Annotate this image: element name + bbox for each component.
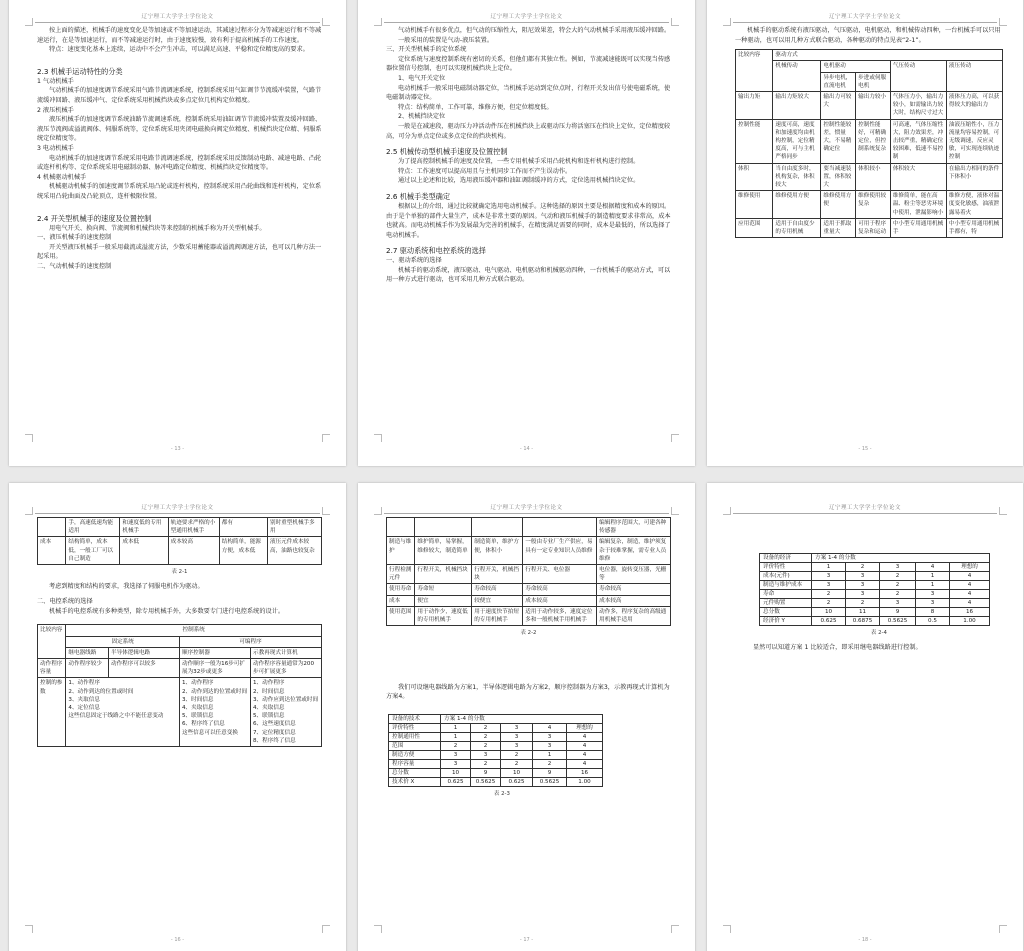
paragraph: 机械手的驱动系统，液压驱动、电气驱动、电机驱动和机械驱动四种，一台机械手的驱动方式，可以用一种方式进行驱动，也可采用几种方式联合驱动。 xyxy=(386,266,671,284)
paragraph: 液压机械手的加速度调节系统油路节流调速系统，控制系统采用油缸调节节流缓冲装置及缓冲回路、液压节流阀或溢流阀体、伺服系统等，定位系统采用夹闭电磁换向阀定位精度、机械挡块定位精、伺服系统定位精度等。 xyxy=(37,116,322,143)
table-row xyxy=(760,617,990,626)
table-row xyxy=(736,191,1003,219)
control-system-table xyxy=(37,624,322,747)
paragraph: 一般采用的装置是气动-液压装置。 xyxy=(398,36,494,44)
table-cell xyxy=(415,518,472,537)
table-row xyxy=(389,769,603,778)
table-cell: 3 xyxy=(812,581,846,590)
page-number: - 15 - xyxy=(858,446,872,452)
table-cell: 2 xyxy=(501,760,533,769)
table-row xyxy=(760,590,990,599)
page-body xyxy=(386,26,671,285)
table-cell: 3 xyxy=(880,599,916,608)
table-cell: 液体压力高，可以获得较大的输出力 xyxy=(946,92,1002,120)
table-cell: 3 xyxy=(533,733,567,742)
paragraph: 机械手的电控系统有多种类型，除专用机械手外，大多数要专门进行电控系统的设计。 xyxy=(49,607,285,615)
table-cell: 比较内容 xyxy=(736,50,773,92)
page-body xyxy=(37,26,322,271)
paragraph: 电动机械手的加速度调节系统采用电路节流调速系统，控制系统采用反馈制动电路、减速电路、凸轮或连杆机构等、定位系统采用电磁制动器、脉冲电路定位精度、机械挡块定位精度等。 xyxy=(37,154,322,172)
table-row xyxy=(736,92,1003,120)
table-cell: 较便宜 xyxy=(472,595,523,606)
page-header: 辽宁理工大学学士学位论文 xyxy=(35,12,320,23)
table-row xyxy=(736,218,1003,237)
table-row xyxy=(387,595,671,606)
table-cell: 0.625 xyxy=(812,617,846,626)
table-cell: 行程检测元件 xyxy=(387,565,415,584)
table-cell: 控制性能较差，惯量大，不易精确定位 xyxy=(821,119,856,163)
table-cell: 寿命较高 xyxy=(472,584,523,595)
page-header: 辽宁理工大学学士学位论文 xyxy=(35,503,320,514)
table-cell: 2 xyxy=(471,733,501,742)
table-cell: 0.5625 xyxy=(471,778,501,787)
table-cell: 经济价 Y xyxy=(760,617,812,626)
table-cell: 2 xyxy=(441,742,471,751)
subheading: 4 机械驱动机械手 xyxy=(37,173,87,181)
paragraph: 定位系统与速度控制系统有密切的关系，但他们都有其独立性。例如，节流减速能既可以实现当传感器位置信号控制，也可以实现机械挡块上定位。 xyxy=(386,55,671,73)
table-cell: 速度可高，速度和加速度均由机构控制，定位精度高，可与主机严格同步 xyxy=(773,119,821,163)
table-cell: 顺序控制器 xyxy=(179,647,250,658)
page-number: - 17 - xyxy=(519,937,534,943)
page-body xyxy=(37,517,322,747)
subheading: 三、开关型机械手的定位系统 xyxy=(386,46,467,54)
table-cell: 编辑复杂，制造，维护须复杂于较难掌握，需专业人员维修 xyxy=(597,537,671,565)
table-cell: 比较内容 xyxy=(38,625,66,659)
table-caption: 表 2-1 xyxy=(171,569,188,576)
paragraph: 我们可设继电器线路为方案1，半导体逻辑电路为方案2，顺序控制器为方案3，示教再现式计算机为方案4。 xyxy=(386,683,670,701)
table-cell: 评价特性 xyxy=(389,724,441,733)
table-cell: 0.5625 xyxy=(533,778,567,787)
table-cell: 维修方便，液体对温度变化敏感，油液泄露易着火 xyxy=(946,191,1002,219)
table-cell: 油液压缩性小，压力流量均容易控制，可无级调速，反应灵敏，可实现连续轨迹控制 xyxy=(946,119,1002,163)
table-row xyxy=(387,584,671,595)
table-cell: 当自由度多时，机构复杂，体积较大 xyxy=(773,163,821,191)
control-system-table-continued xyxy=(386,517,671,626)
table-cell: 评价特性 xyxy=(760,563,812,572)
table-row xyxy=(760,554,990,563)
table-cell: 中小型专用通用机械手都有，特 xyxy=(946,218,1002,237)
paragraph: 开关型液压机械手一般采用截流或溢流方法，少数采用蓄能器或溢流阀调速方法，也可以几种方法一起采用。 xyxy=(37,243,322,261)
table-cell: 16 xyxy=(950,608,990,617)
table-cell: 寿命较高 xyxy=(597,584,671,595)
table-cell: 和速度低的专用机械手 xyxy=(120,518,168,537)
table-cell: 2 xyxy=(533,760,567,769)
page-16 xyxy=(9,483,346,951)
table-cell: 输出力矩较大 xyxy=(773,92,821,120)
drive-comparison-table-continued xyxy=(37,517,322,565)
table-cell: 2 xyxy=(846,563,880,572)
table-cell: 输出力矩 xyxy=(736,92,773,120)
paragraph: 显然可以知道方案 1 比较适合，即采用继电器线路进行控制。 xyxy=(753,643,922,651)
table-cell: 8 xyxy=(916,608,950,617)
table-cell: 程序容量 xyxy=(389,760,441,769)
paragraph: 根据以上的介绍，通过比较就确定选用电动机械手。这种选择的原因主要是根据精度和成本的原因。由于是个单独的部件大量生产，成本是非常主要的原因。气动和液压机械手的制造精度要求非常高，成本也就高。而电动机械手作为发展最为完善的机械手，在精度满足需要的同时，成本是最低的，所以选择了电动机械手。 xyxy=(386,202,671,239)
paragraph: 考虑到精度和结构的要求，我选择了伺服电机作为驱动。 xyxy=(49,582,204,590)
table-cell: 制造方便 xyxy=(389,751,441,760)
table-cell xyxy=(472,518,523,537)
table-cell: 体积 xyxy=(736,163,773,191)
table-cell: 寿命短 xyxy=(415,584,472,595)
table-cell: 总分数 xyxy=(760,608,812,617)
table-cell: 维修使用方便 xyxy=(773,191,821,219)
table-cell: 控制系统 xyxy=(66,625,322,636)
table-row xyxy=(389,751,603,760)
table-row xyxy=(38,659,322,678)
table-cell: 设备的技术 xyxy=(389,715,441,724)
table-cell: 结构简单，能源方便，成本低 xyxy=(219,537,267,565)
table-cell: 10 xyxy=(501,769,533,778)
table-cell: 液压传动 xyxy=(946,61,1002,92)
table-cell: 方案 1-4 的分数 xyxy=(441,715,603,724)
table-cell: 动作顺序一般为16步可扩展为32步或更多 xyxy=(179,659,250,678)
table-cell: 轨迹要求严格的小型通用机械手 xyxy=(168,518,219,537)
table-cell: 体积较大 xyxy=(890,163,946,191)
table-row xyxy=(38,518,322,537)
table-cell: 9 xyxy=(471,769,501,778)
table-cell: 3 xyxy=(846,581,880,590)
table-cell: 行程开关，机械挡块 xyxy=(472,565,523,584)
subheading: 一、驱动系统的选择 xyxy=(386,257,442,265)
table-cell: 便宜 xyxy=(415,595,472,606)
table-cell: 设备的经济 xyxy=(760,554,812,563)
table-cell: 3 xyxy=(501,742,533,751)
paragraph: 2、机械挡块定位 xyxy=(398,113,446,121)
table-cell: 4 xyxy=(950,590,990,599)
paragraph: 气动机械手有很多优点，但气动的压缩性大，阻尼效果差，特会大的气动机械手采用液压缓冲回路。 xyxy=(398,27,671,34)
table-cell: 1 xyxy=(916,572,950,581)
section-heading: 2.3 机械手运动特性的分类 xyxy=(37,66,123,76)
page-body xyxy=(735,553,999,652)
table-cell: 使用范围 xyxy=(387,606,415,625)
table-cell: 维修使用 xyxy=(736,191,773,219)
table-cell: 2 xyxy=(812,590,846,599)
table-cell: 动作程序容量通常为200步可扩展更多 xyxy=(250,659,321,678)
table-cell: 可编程序 xyxy=(179,636,321,647)
table-cell: 理想的 xyxy=(567,724,603,733)
table-cell: 10 xyxy=(812,608,846,617)
page-header: 辽宁理工大学学士学位论文 xyxy=(384,503,669,514)
page-13 xyxy=(9,0,346,466)
table-cell: 输出力较小 xyxy=(856,92,891,120)
subheading: 二、气动机械手的速度控制 xyxy=(37,262,112,270)
paragraph: 机械驱动机械手的加速度调节系统采用凸轮或连杆机构，控制系统采用凸轮曲线和连杆机构，定位系统采用凸轮曲面及凸轮顶点，连杆极限位置。 xyxy=(37,183,322,200)
table-row xyxy=(389,742,603,751)
table-cell: 体积较小 xyxy=(856,163,891,191)
table-cell: 2 xyxy=(471,724,501,733)
table-cell: 适用于自由度少的专用机械 xyxy=(773,218,821,237)
table-cell: 成本较高 xyxy=(523,595,597,606)
table-cell: 9 xyxy=(533,769,567,778)
paragraph: 按上面的描述，机械手的速度变化是等加速或不等加速运动，其减速过程亦分为等减速运行和不等减速运行，在是等加速运行，而不等减速运行时，由于速度较慢，效有利于提高机械手的工作速度。 xyxy=(37,27,322,44)
table-cell: 3 xyxy=(501,733,533,742)
table-row xyxy=(760,572,990,581)
table-row xyxy=(389,715,603,724)
table-cell: 维修使用较复杂 xyxy=(856,191,891,219)
table-cell: 可用于程序复杂和运动 xyxy=(856,218,891,237)
table-cell: 在输出力相同的条件下体积小 xyxy=(946,163,1002,191)
table-cell: 3 xyxy=(471,751,501,760)
section-heading: 2.4 开关型机械手的速度及位置控制 xyxy=(37,213,152,223)
page-header: 辽宁理工大学学士学位论文 xyxy=(733,503,997,514)
table-cell: 4 xyxy=(916,563,950,572)
table-cell: 1 xyxy=(533,751,567,760)
table-row xyxy=(387,565,671,584)
table-cell: 4 xyxy=(950,599,990,608)
table-cell: 行程开关，机械挡块 xyxy=(415,565,472,584)
table-cell: 应用范围 xyxy=(736,218,773,237)
table-cell: 3 xyxy=(880,563,916,572)
table-cell xyxy=(387,518,415,537)
paragraph: 电动机械手一般采用电磁制动器定位，当机械手运动到定位点时，行程开关发出信号使电磁系统，使电磁制动器定位。 xyxy=(386,84,671,102)
table-cell: 制造简单，维护方便，体积小 xyxy=(472,537,523,565)
table-cell: 液压元件成本较高，油路也较复杂 xyxy=(267,537,321,565)
table-cell: 编辑程序范围大，可建各种传感器 xyxy=(597,518,671,537)
page-header: 辽宁理工大学学士学位论文 xyxy=(733,12,997,23)
table-cell: 使用寿命 xyxy=(387,584,415,595)
table-cell: 成本低 xyxy=(120,537,168,565)
table-cell: 适用于抓取重量大 xyxy=(821,218,856,237)
table-cell: 步进或伺服电机 xyxy=(856,72,891,91)
table-cell: 0.6875 xyxy=(846,617,880,626)
subheading: 2 液压机械手 xyxy=(37,106,74,114)
table-cell: 输出力可较大 xyxy=(821,92,856,120)
table-cell xyxy=(38,518,66,537)
table-cell: 2 xyxy=(471,742,501,751)
table-cell: 维修使用方便 xyxy=(821,191,856,219)
table-cell: 11 xyxy=(846,608,880,617)
table-cell: 总分数 xyxy=(389,769,441,778)
table-cell: 2 xyxy=(501,751,533,760)
table-cell: 2 xyxy=(880,572,916,581)
section-heading: 2.7 驱动系统和电控系统的选择 xyxy=(386,246,486,256)
table-cell: 0.625 xyxy=(501,778,533,787)
table-cell: 1、动作程序 2、动作到达的位置或时间 3、夹取信息 4、定位信息 这些信息固定于线路之中不能任意变动 xyxy=(66,678,180,747)
table-cell: 2 xyxy=(880,581,916,590)
table-cell: 4 xyxy=(950,581,990,590)
page-18 xyxy=(707,483,1023,951)
table-cell: 动作程序容量 xyxy=(38,659,66,678)
drive-comparison-table xyxy=(735,49,1003,238)
paragraph: 一般是在减速段，驱动压力冲活动件压在机械挡块上或驱动压力将活塞压在挡块上定位，定位精度较高，可分为单点定位或多点定位的挡块机构。 xyxy=(386,122,671,140)
subheading: 1 气动机械手 xyxy=(37,77,74,85)
table-cell: 控制通用性 xyxy=(389,733,441,742)
table-cell: 结构简单，成本低，一般工厂可以自己制造 xyxy=(66,537,120,565)
table-cell: 动作多，程序复杂的高级通用机械手适用 xyxy=(597,606,671,625)
table-cell: 要当减速装置，体积较大 xyxy=(821,163,856,191)
table-cell: 3 xyxy=(846,572,880,581)
page-number: - 14 - xyxy=(519,446,534,452)
table-row xyxy=(387,537,671,565)
table-row xyxy=(389,778,603,787)
table-cell: 技术价 X xyxy=(389,778,441,787)
table-cell: 9 xyxy=(880,608,916,617)
table-cell: 理想的 xyxy=(950,563,990,572)
table-cell: 3 xyxy=(812,572,846,581)
page-header: 辽宁理工大学学士学位论文 xyxy=(384,12,669,23)
paragraph: 通过以上论述和比较，选用液压缓冲器和油缸调制缓冲的方式，定位选用机械挡块定位。 xyxy=(398,177,640,185)
table-cell: 3 xyxy=(916,599,950,608)
table-cell xyxy=(523,518,597,537)
paragraph: 为了提高控制机械手的速度及位置，一些专用机械手采用凸轮机构和连杆机构进行控制。 xyxy=(398,158,640,166)
table-cell: 电机驱动 xyxy=(821,61,890,72)
subheading: 二、电控系统的选择 xyxy=(37,598,93,606)
paragraph: 气动机械手的加速度调节系统采用气路节流调速系统，控制系统采用气缸调节节流缓冲装置，气路节流缓冲回路、液压缓冲气、定位系统采用机械挡块或多点定位几机构定位精度。 xyxy=(37,87,322,104)
table-caption: 表 2-3 xyxy=(494,791,510,798)
table-row xyxy=(387,606,671,625)
table-row xyxy=(760,608,990,617)
table-cell: 0.5625 xyxy=(880,617,916,626)
table-cell: 手，高速低速均能适用 xyxy=(66,518,120,537)
table-cell: 寿命 xyxy=(760,590,812,599)
section-heading: 2.5 机械传动型机械手速度及位置控制 xyxy=(386,147,508,157)
subheading: 3 电动机械手 xyxy=(37,144,74,152)
table-cell: 控制性能 xyxy=(736,119,773,163)
table-cell: 2 xyxy=(471,760,501,769)
table-cell: 3 xyxy=(916,590,950,599)
table-cell: 2 xyxy=(880,590,916,599)
table-row xyxy=(387,518,671,537)
page-body xyxy=(735,26,1003,238)
table-cell: 3 xyxy=(501,724,533,733)
table-cell: 行程开关、电位器 xyxy=(523,565,597,584)
table-cell: 2 xyxy=(846,599,880,608)
table-row xyxy=(38,678,322,747)
table-cell: 都有 xyxy=(219,518,267,537)
table-cell: 寿命较高 xyxy=(523,584,597,595)
table-cell: 1 xyxy=(441,733,471,742)
subheading: 一、液压机械手的速度控制 xyxy=(37,234,112,242)
table-cell: 气压传动 xyxy=(890,61,946,92)
section-heading: 2.6 机械手类型确定 xyxy=(386,191,451,201)
table-cell: 10 xyxy=(441,769,471,778)
table-row xyxy=(389,760,603,769)
table-row xyxy=(389,724,603,733)
table-cell: 16 xyxy=(567,769,603,778)
table-cell: 继电器线路 xyxy=(66,647,109,658)
table-cell: 1 xyxy=(916,581,950,590)
table-cell: 4 xyxy=(950,572,990,581)
table-cell: 一般由专业厂生产供应，易具有一定专业知识人员维修 xyxy=(523,537,597,565)
table-cell: 制造与维护 xyxy=(387,537,415,565)
paragraph: 特点：结构简单，工作可靠，维修方便，但定位精度低。 xyxy=(398,103,553,111)
table-cell: 可高速，气体压缩性大，阻力效果差，冲击较严重，精确定位较困难，低速不易控制 xyxy=(890,119,946,163)
technical-score-table xyxy=(388,714,603,787)
table-cell: 维护简单，易掌握，维修较大，制造简单 xyxy=(415,537,472,565)
table-cell: 4 xyxy=(567,733,603,742)
table-cell: 成本(元件) xyxy=(760,572,812,581)
table-cell: 机械传动 xyxy=(773,61,821,92)
table-cell: 3 xyxy=(533,742,567,751)
table-cell: 0.5 xyxy=(916,617,950,626)
table-cell: 用于速度快节拍短的专用机械手 xyxy=(472,606,523,625)
table-row xyxy=(760,563,990,572)
page-14 xyxy=(358,0,695,466)
table-cell: 1 xyxy=(441,724,471,733)
page-number: - 16 - xyxy=(170,937,185,943)
table-row xyxy=(760,599,990,608)
table-caption: 表 2-4 xyxy=(871,630,887,636)
table-cell: 1.00 xyxy=(567,778,603,787)
paragraph: 用电气开关、换向阀、节流阀和机械挡块等来控制的机械手称为开关型机械手。 xyxy=(49,224,266,232)
table-cell: 1.00 xyxy=(950,617,990,626)
table-cell: 半导体逻辑电路 xyxy=(108,647,179,658)
table-cell: 中小型专用通用机械手 xyxy=(890,218,946,237)
table-cell: 成本较高 xyxy=(168,537,219,565)
table-cell: 成本 xyxy=(387,595,415,606)
table-cell: 3 xyxy=(441,751,471,760)
table-row xyxy=(736,119,1003,163)
table-caption: 表 2-2 xyxy=(520,630,537,637)
paragraph: 特点：速度变化基本上连续，运动中不会产生冲击，可以满足高速、平稳和定位精度高的要求。 xyxy=(49,46,309,54)
table-cell: 控制的参数 xyxy=(38,678,66,747)
table-cell: 4 xyxy=(533,724,567,733)
table-row xyxy=(38,537,322,565)
paragraph: 1、电气开关定位 xyxy=(398,74,446,82)
table-cell: 动作程序较少 xyxy=(66,659,109,678)
table-cell: 1、动作程序 2、时间信息 3、动作应到达位置或时间 4、夹取信息 5、联锁信息 6、这些速度信息 7、定位精度信息 8、程序终了信息 xyxy=(250,678,321,747)
paragraph: 特点：工作速度可以提高用且与主机同步工作而不产生误动作。 xyxy=(398,167,572,175)
table-cell: 异步电机，直流电机 xyxy=(821,72,856,91)
table-cell: 适用于动作较多，速度定位多和一般机械手用机械手 xyxy=(523,606,597,625)
table-cell: 用于动作少，速度低的专用机械手 xyxy=(415,606,472,625)
table-cell: 动作程序可以较多 xyxy=(108,659,179,678)
table-cell: 4 xyxy=(567,760,603,769)
page-15 xyxy=(707,0,1023,466)
table-cell: 成本 xyxy=(38,537,66,565)
table-row xyxy=(38,647,322,658)
table-cell: 别时重型机械手多用 xyxy=(267,518,321,537)
table-cell: 元件购置 xyxy=(760,599,812,608)
table-cell: 制造与维护成本 xyxy=(760,581,812,590)
table-cell: 4 xyxy=(567,742,603,751)
table-cell: 3 xyxy=(846,590,880,599)
table-cell: 2 xyxy=(812,599,846,608)
table-row xyxy=(736,163,1003,191)
paragraph: 机械手的驱动系统有液压驱动，气压驱动，电机驱动，和机械传动四种，一台机械手可以只用一种驱动，也可以用几种方式联合驱动，各种驱动的特点见表“2-1”。 xyxy=(735,27,1001,44)
table-cell: 成本较高 xyxy=(597,595,671,606)
table-cell: 驱动方式 xyxy=(773,50,1003,61)
table-cell: 3 xyxy=(441,760,471,769)
table-cell: 4 xyxy=(567,751,603,760)
table-cell: 0.625 xyxy=(441,778,471,787)
table-cell: 维修简单，能在高温、粉尘等恶劣环境中使用，泄漏影响小 xyxy=(890,191,946,219)
table-cell: 电位器，旋转变压器，光栅等 xyxy=(597,565,671,584)
table-row xyxy=(389,733,603,742)
table-cell: 示教再现式计算机 xyxy=(250,647,321,658)
table-cell: 方案 1-4 的分数 xyxy=(812,554,990,563)
economic-score-table xyxy=(759,553,990,626)
table-cell: 1 xyxy=(812,563,846,572)
table-cell: 固定系统 xyxy=(66,636,180,647)
table-cell: 范围 xyxy=(389,742,441,751)
table-cell: 控制性能好，可精确定位，但控制系统复杂 xyxy=(856,119,891,163)
page-number: - 13 - xyxy=(170,446,185,452)
table-cell: 1、动作程序 2、动作到达的位置或时间 3、时间信息 4、夹取信息 5、联锁信息 6、程序终了信息 这些信息可以任意变换 xyxy=(179,678,250,747)
page-number: - 18 - xyxy=(858,937,872,943)
table-cell: 气体压力小，输出力较小，如需输出力较大时，结构尺寸过大 xyxy=(890,92,946,120)
table-row xyxy=(760,581,990,590)
page-body xyxy=(386,517,671,804)
page-17 xyxy=(358,483,695,951)
